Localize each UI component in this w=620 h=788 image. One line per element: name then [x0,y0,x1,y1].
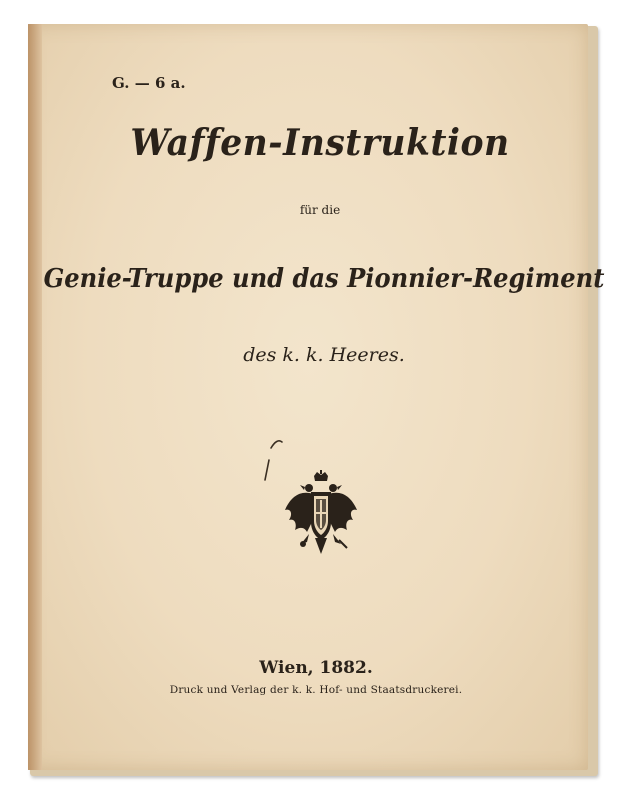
main-heading: Genie-Truppe und das Pionnier-Regiment [43,264,605,294]
pen-mark [255,436,285,486]
subtitle-small: für die [299,203,341,217]
catalog-code: G. — 6 a. [112,74,186,92]
place-year: Wien, 1882. [259,658,373,678]
sub-heading: des k. k. Heeres. [243,344,405,366]
document-title: Waffen-Instruktion [130,122,510,164]
double-headed-eagle-crest-icon [283,470,359,556]
printer-imprint: Druck und Verlag der k. k. Hof- und Staatsdruckerei. [169,684,463,696]
